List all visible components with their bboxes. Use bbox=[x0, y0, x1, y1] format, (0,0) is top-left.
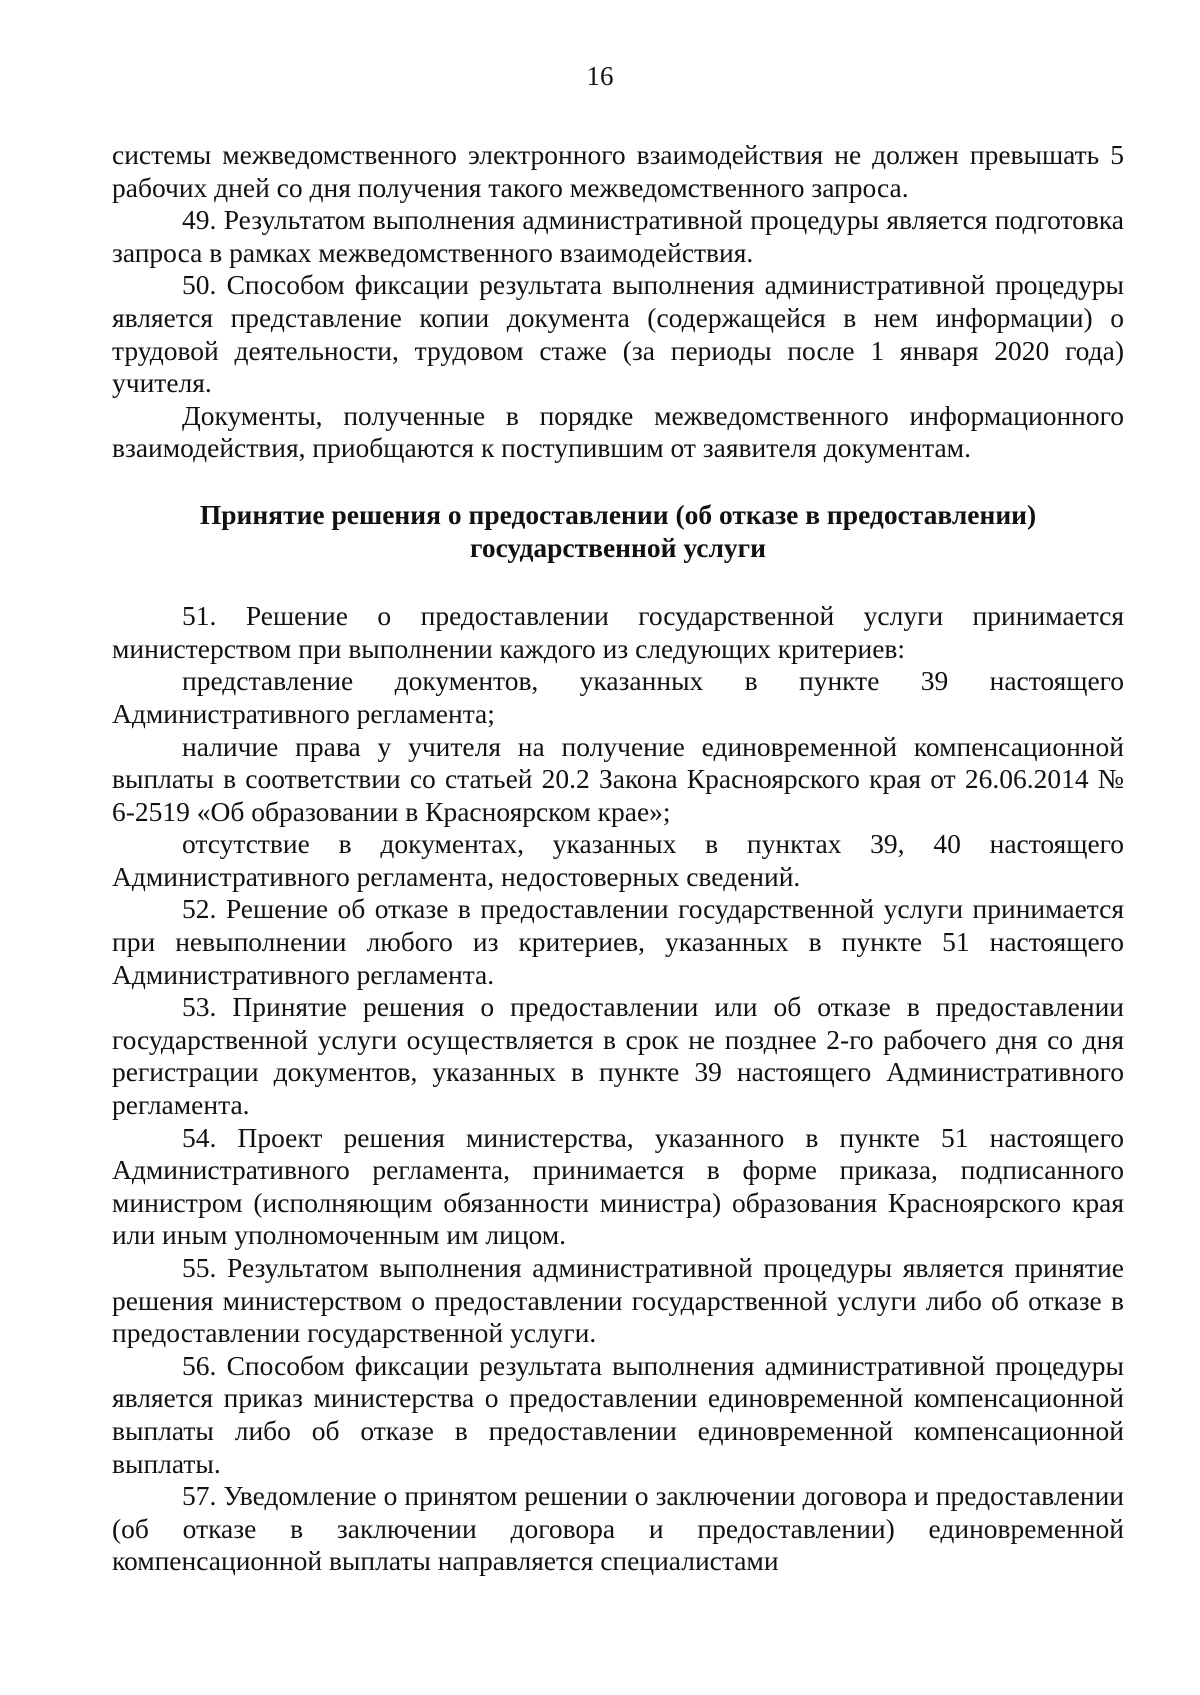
criterion-1: представление документов, указанных в пункте 39 настоящего Административного регламента; bbox=[112, 665, 1124, 729]
paragraph-continuation: системы межведомственного электронного взаимодействия не должен превышать 5 рабочих дней со дня получения такого межведомственного запроса. bbox=[112, 139, 1124, 203]
section-heading-line-2: государственной услуги bbox=[470, 531, 766, 563]
paragraph-57: 57. Уведомление о принятом решении о заключении договора и предоставлении (об отказе в заключении договора и предоставлении) единовременной компенсационной выплаты направляется специалистами bbox=[112, 1480, 1124, 1577]
criterion-3: отсутствие в документах, указанных в пунктах 39, 40 настоящего Административного регламента, недостоверных сведений. bbox=[112, 828, 1124, 892]
paragraph-51: 51. Решение о предоставлении государственной услуги принимается министерством при выполнении каждого из следующих критериев: bbox=[112, 600, 1124, 664]
spacer bbox=[112, 564, 1124, 600]
document-body bbox=[112, 139, 1124, 1578]
spacer bbox=[112, 465, 1124, 499]
paragraph-50: 50. Способом фиксации результата выполнения административной процедуры является представление копии документа (содержащейся в нем информации) о трудовой деятельности, трудовом стаже (за периоды после 1 января 2020 года) учителя. bbox=[112, 269, 1124, 399]
paragraph-49: 49. Результатом выполнения административной процедуры является подготовка запроса в рамках межведомственного взаимодействия. bbox=[112, 204, 1124, 268]
paragraph-53: 53. Принятие решения о предоставлении или об отказе в предоставлении государственной услуги осуществляется в срок не позднее 2-го рабочего дня со дня регистрации документов, указанных в пункте 39 настоящего Административного регламента. bbox=[112, 991, 1124, 1121]
page-number: 16 bbox=[586, 61, 614, 91]
paragraph-54: 54. Проект решения министерства, указанного в пункте 51 настоящего Административного регламента, принимается в форме приказа, подписанного министром (исполняющим обязанности министра) образования Красноярского края или иным уполномоченным им лицом. bbox=[112, 1121, 1124, 1251]
paragraph-52: 52. Решение об отказе в предоставлении государственной услуги принимается при невыполнении любого из критериев, указанных в пункте 51 настоящего Административного регламента. bbox=[112, 893, 1124, 990]
paragraph-documents: Документы, полученные в порядке межведомственного информационного взаимодействия, приобщаются к поступившим от заявителя документам. bbox=[112, 399, 1124, 464]
paragraph-56: 56. Способом фиксации результата выполнения административной процедуры является приказ министерства о предоставлении единовременной компенсационной выплаты либо об отказе в предоставлении единовременной компенсационной выплаты. bbox=[112, 1349, 1124, 1479]
criterion-2: наличие права у учителя на получение единовременной компенсационной выплаты в соответствии со статьей 20.2 Закона Красноярского края от 26.06.2014 № 6-2519 «Об образовании в Красноярском крае»; bbox=[112, 730, 1124, 827]
paragraph-55: 55. Результатом выполнения административной процедуры является принятие решения министерством о предоставлении государственной услуги либо об отказе в предоставлении государственной услуги. bbox=[112, 1252, 1124, 1349]
section-heading-line-1: Принятие решения о предоставлении (об отказе в предоставлении) bbox=[199, 498, 1037, 530]
